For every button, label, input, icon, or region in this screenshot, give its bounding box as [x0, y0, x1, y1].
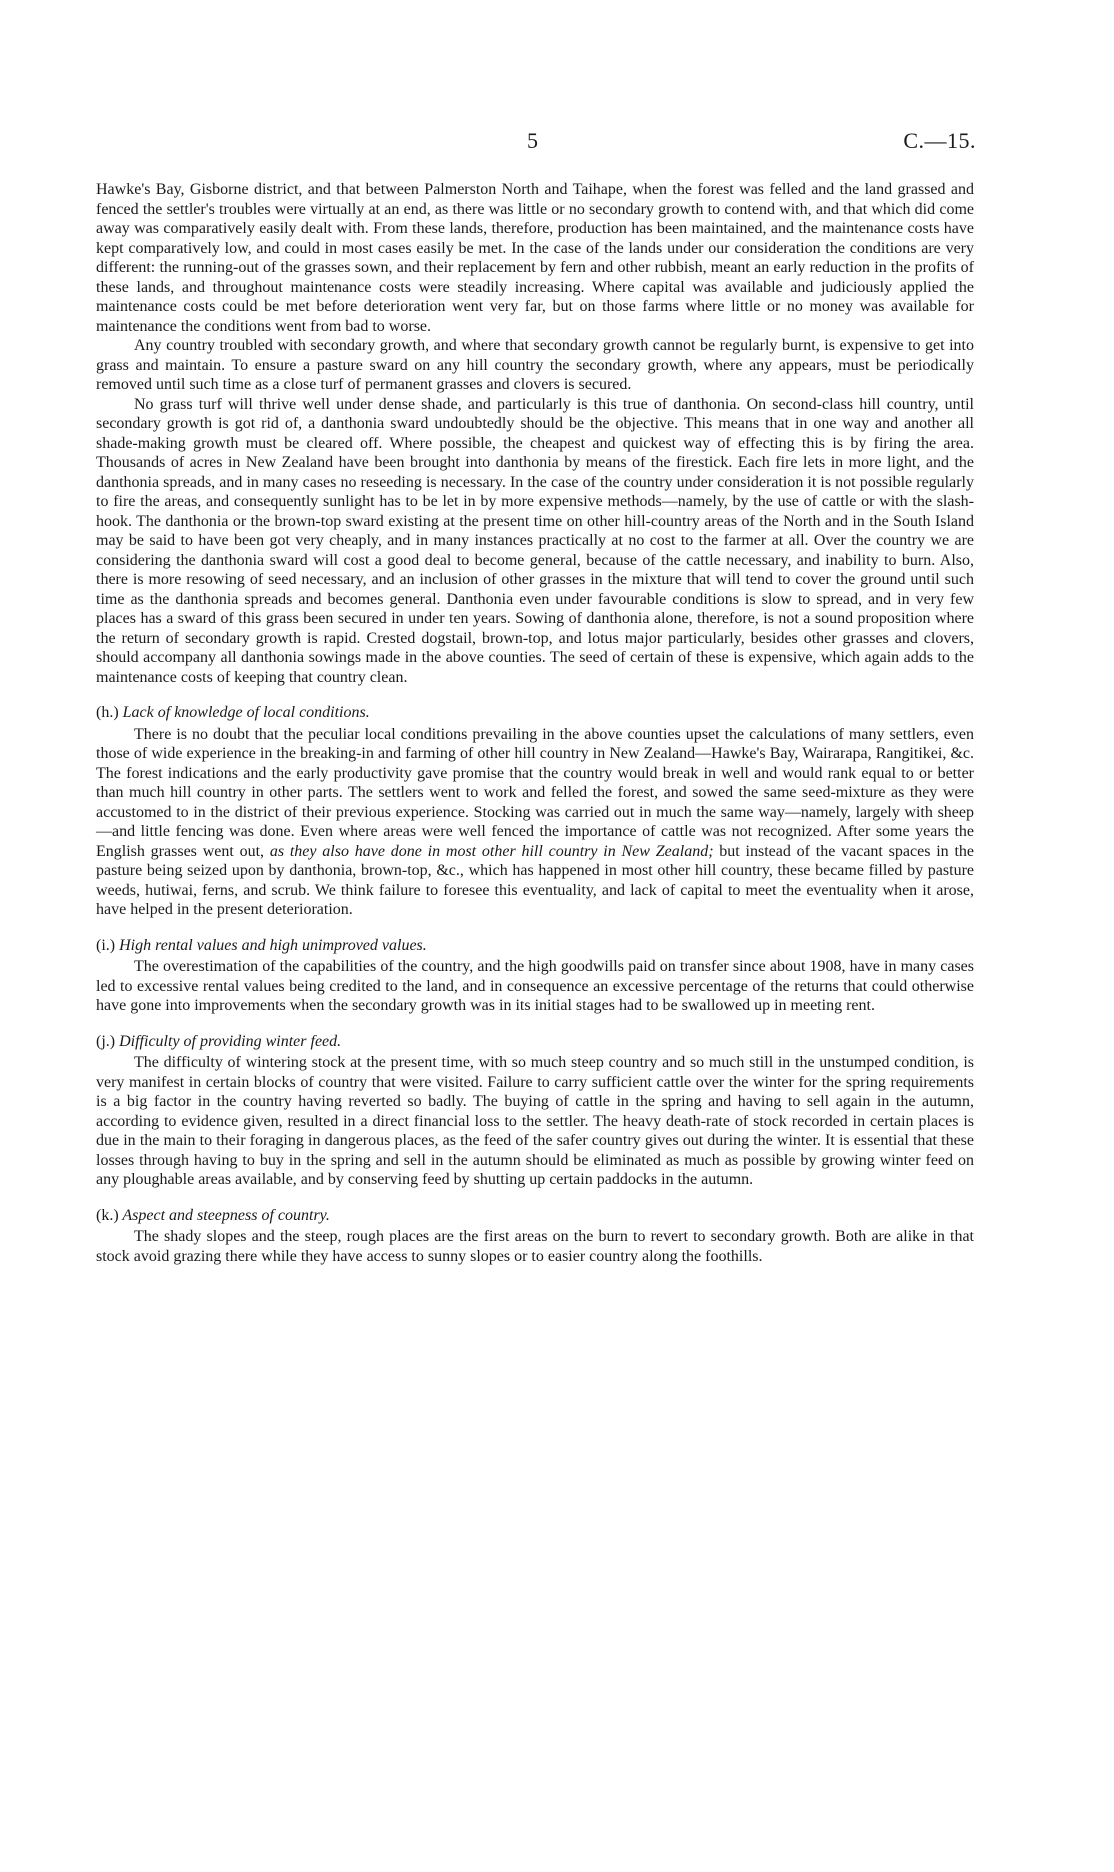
section-title: High rental values and high unimproved values.: [119, 936, 427, 954]
section-letter: (j.): [96, 1032, 116, 1050]
text-run: but instead of the vacant spaces in the pasture being seized upon by danthonia, brown-top, &c., which has happened in most other hill country, these became filled by pasture weeds, hutiwai, ferns, and scrub. We think failure to foresee this eventuality, and lack of capital to meet the eventuality when it arose, have helped in the present deterioration.: [96, 842, 974, 918]
section-letter: (k.): [96, 1206, 119, 1224]
paragraph: No grass turf will thrive well under dense shade, and particularly is this true of danthonia. On second-class hill country, until secondary growth is got rid of, a danthonia sward undoubtedly should be the objective. This means that in one way and another all shade-making growth must be cleared off. Where possible, the cheapest and quickest way of effecting this is by firing the area. Thousands of acres in New Zealand have been brought into danthonia by means of the firestick. Each fire lets in more light, and the danthonia spreads, and in many cases no reseeding is necessary. In the case of the country under consideration it is not possible regularly to fire the areas, and consequently sunlight has to be let in by more expensive methods—namely, by the use of cattle or with the slash-hook. The danthonia or the brown-top sward existing at the present time on other hill-country areas of the North and in the South Island may be said to have been got very cheaply, and in many instances practically at no cost to the farmer at all. Over the country we are considering the danthonia sward will cost a good deal to become general, because of the cattle necessary, and inability to burn. Also, there is more resowing of seed necessary, and an inclusion of other grasses in the mixture that will tend to cover the ground until such time as the danthonia spreads and becomes general. Danthonia even under favourable conditions is slow to spread, and in very few places has a sward of this grass been secured in under ten years. Sowing of danthonia alone, therefore, is not a sound proposition where the return of secondary growth is rapid. Crested dogstail, brown-top, and lotus major particularly, besides other grasses and clovers, should accompany all danthonia sowings made in the above counties. The seed of certain of these is expensive, which again adds to the maintenance costs of keeping that country clean.: [96, 395, 974, 686]
document-body: [96, 180, 974, 1266]
paragraph: Any country troubled with secondary growth, and where that secondary growth cannot be regularly burnt, is expensive to get into grass and maintain. To ensure a pasture sward on any hill country the secondary growth, where any appears, must be periodically removed until such time as a close turf of permanent grasses and clovers is secured.: [96, 337, 974, 393]
page-number: 5: [527, 128, 538, 153]
paragraph: Hawke's Bay, Gisborne district, and that between Palmerston North and Taihape, when the forest was felled and the land grassed and fenced the settler's troubles were virtually at an end, as there was little or no secondary growth to contend with, and that which did come away was comparatively easily dealt with. From these lands, therefore, production has been maintained, and the maintenance costs have kept comparatively low, and could in most cases easily be met. In the case of the lands under our consideration the conditions are very different: the running-out of the grasses sown, and their replacement by fern and other rubbish, meant an early reduction in the profits of these lands, and throughout maintenance costs were steadily increasing. Where capital was available and judiciously applied the maintenance costs could be met before deterioration went very far, but on those farms where little or no money was available for maintenance the conditions went from bad to worse.: [96, 181, 974, 335]
section-paragraph: The shady slopes and the steep, rough places are the first areas on the burn to revert to secondary growth. Both are alike in that stock avoid grazing there while they have access to sunny slopes or to easier country along the foothills.: [96, 1228, 974, 1265]
section-k: [96, 1206, 974, 1267]
italic-text-run: as they also have done in most other hill country in New Zealand;: [269, 842, 714, 860]
page-header: [0, 128, 1114, 158]
section-heading: [96, 1032, 974, 1052]
section-i: [96, 936, 974, 1016]
section-heading: [96, 703, 974, 723]
section-paragraph: The difficulty of wintering stock at the present time, with so much steep country and so much still in the unstumped condition, is very manifest in certain blocks of country that were visited. Failure to carry sufficient cattle over the winter for the spring requirements is a big factor in the country having reverted so badly. The buying of cattle in the spring and having to sell again in the autumn, according to evidence given, resulted in a direct financial loss to the settler. The heavy death-rate of stock recorded in certain places is due in the main to their foraging in dangerous places, as the feed of the safer country gives out during the winter. It is essential that these losses through having to buy in the spring and sell in the autumn should be eliminated as much as possible by growing winter feed on any ploughable areas available, and by conserving feed by shutting up certain paddocks in the autumn.: [96, 1054, 974, 1188]
section-heading: [96, 1206, 974, 1226]
section-paragraph: The overestimation of the capabilities of the country, and the high goodwills paid on transfer since about 1908, have in many cases led to excessive rental values being credited to the land, and in consequence an excessive percentage of the returns that could otherwise have gone into improvements when the secondary growth was in its initial stages had to be swallowed up in meeting rent.: [96, 958, 974, 1014]
section-paragraph: [96, 725, 974, 920]
section-heading: [96, 936, 974, 956]
section-letter: (h.): [96, 704, 119, 721]
section-title: Aspect and steepness of country.: [122, 1206, 330, 1224]
section-letter: (i.): [96, 936, 116, 954]
section-j: [96, 1032, 974, 1190]
paper-reference: C.—15.: [903, 128, 976, 153]
text-run: There is no doubt that the peculiar local conditions prevailing in the above counties upset the calculations of many settlers, even those of wide experience in the breaking-in and farming of other hill country in New Zealand—Hawke's Bay, Wairarapa, Rangitikei, &c. The forest indications and the early productivity gave promise that the country would break in well and would rank equal to or better than much hill country in other parts. The settlers went to work and felled the forest, and sowed the same seed-mixture as they were accustomed to in the district of their previous experience. Stocking was carried out in much the same way—namely, largely with sheep—and little fencing was done. Even where areas were well fenced the importance of cattle was not recognized. After some years the English grasses went out,: [96, 725, 974, 860]
section-title: Lack of knowledge of local conditions.: [122, 704, 370, 721]
section-h: [96, 703, 974, 920]
section-title: Difficulty of providing winter feed.: [119, 1032, 342, 1050]
